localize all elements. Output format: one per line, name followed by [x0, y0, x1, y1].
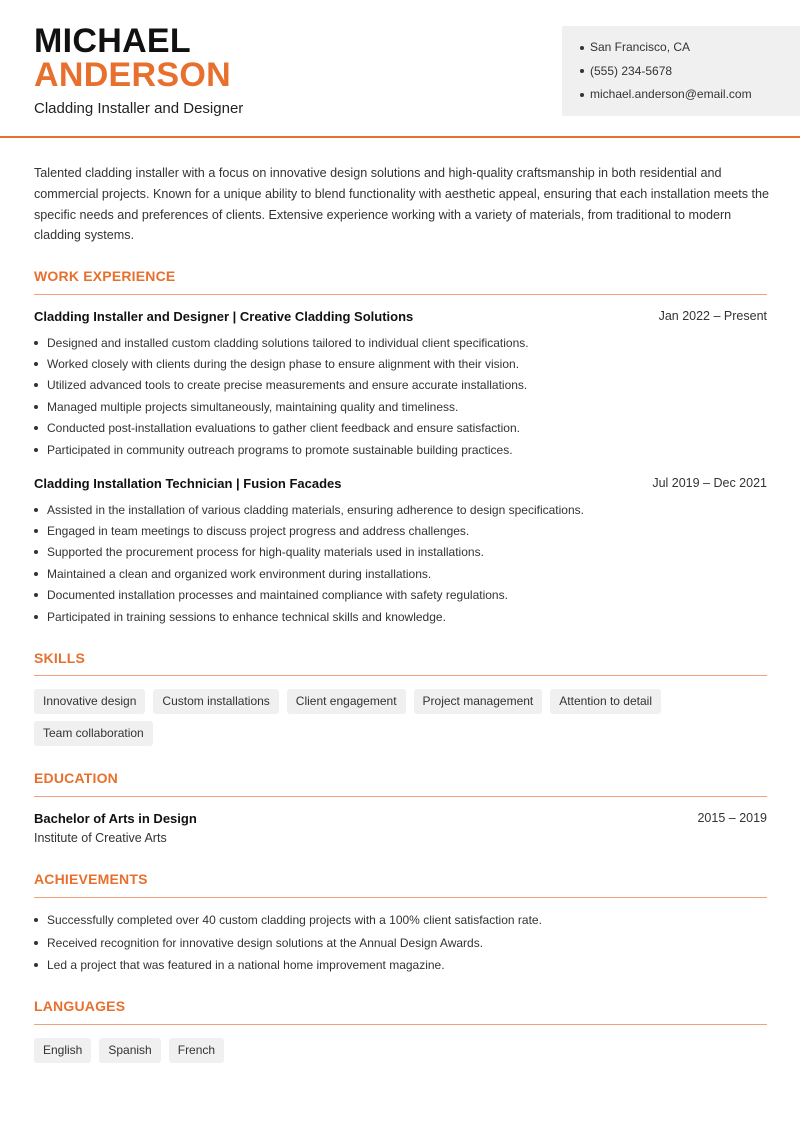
- bullet-icon: [34, 362, 38, 366]
- contact-phone: [580, 60, 800, 84]
- achievements-heading: ACHIEVEMENTS: [34, 871, 148, 887]
- first-name: MICHAEL: [34, 22, 191, 60]
- list-item: [34, 439, 774, 460]
- skills-heading: SKILLS: [34, 650, 85, 666]
- bullet-icon: [34, 918, 38, 922]
- contact-box: [562, 26, 800, 116]
- edu-school: Institute of Creative Arts: [34, 831, 167, 845]
- list-item: [34, 520, 774, 541]
- education-heading: EDUCATION: [34, 770, 118, 786]
- job-header: [34, 476, 767, 491]
- job-dates: Jan 2022 – Present: [658, 309, 767, 323]
- language-chip: French: [169, 1038, 224, 1063]
- achievements-list: [34, 909, 774, 977]
- bullet-icon: [34, 529, 38, 533]
- bullet-icon: [34, 508, 38, 512]
- bullet-text: Designed and installed custom cladding solutions tailored to individual client specifications.: [47, 335, 529, 350]
- section-divider: [34, 1024, 767, 1025]
- language-chip: Spanish: [99, 1038, 160, 1063]
- job-bullets: [34, 499, 774, 627]
- email-text: michael.anderson@email.com: [590, 87, 752, 102]
- phone-text: (555) 234-5678: [590, 63, 673, 78]
- bullet-text: Maintained a clean and organized work environment during installations.: [47, 566, 432, 581]
- bullet-text: Managed multiple projects simultaneously, maintaining quality and timeliness.: [47, 399, 459, 414]
- skill-chip: Attention to detail: [550, 689, 661, 714]
- bullet-text: Conducted post-installation evaluations to gather client feedback and ensure satisfaction.: [47, 421, 520, 436]
- bullet-icon: [34, 593, 38, 597]
- language-chip: English: [34, 1038, 91, 1063]
- bullet-text: Received recognition for innovative design solutions at the Annual Design Awards.: [47, 935, 484, 950]
- bullet-text: Successfully completed over 40 custom cladding projects with a 100% client satisfaction rate.: [47, 913, 542, 928]
- bullet-text: Supported the procurement process for high-quality materials used in installations.: [47, 545, 484, 560]
- work-experience-heading: WORK EXPERIENCE: [34, 268, 176, 284]
- list-item: [34, 606, 774, 627]
- contact-email: [580, 83, 800, 107]
- languages-heading: LANGUAGES: [34, 998, 126, 1014]
- bullet-icon: [580, 93, 584, 97]
- job-role: Cladding Installer and Designer | Creative Cladding Solutions: [34, 309, 414, 324]
- bullet-icon: [34, 341, 38, 345]
- bullet-text: Assisted in the installation of various cladding materials, ensuring adherence to design specifications.: [47, 502, 584, 517]
- job-header: [34, 309, 767, 324]
- job-dates: Jul 2019 – Dec 2021: [652, 476, 767, 490]
- skill-chip: Innovative design: [34, 689, 145, 714]
- bullet-text: Participated in community outreach programs to promote sustainable building practices.: [47, 442, 513, 457]
- bullet-text: Led a project that was featured in a national home improvement magazine.: [47, 958, 445, 973]
- edu-degree: Bachelor of Arts in Design: [34, 811, 197, 826]
- list-item: [34, 542, 774, 563]
- list-item: [34, 932, 774, 955]
- job-title: Cladding Installer and Designer: [34, 100, 244, 117]
- bullet-icon: [34, 615, 38, 619]
- list-item: [34, 909, 774, 932]
- section-divider: [34, 796, 767, 797]
- skill-chip: Custom installations: [153, 689, 278, 714]
- last-name: ANDERSON: [34, 56, 231, 94]
- bullet-icon: [580, 46, 584, 50]
- bullet-text: Engaged in team meetings to discuss project progress and address challenges.: [47, 524, 470, 539]
- bullet-icon: [34, 550, 38, 554]
- bullet-icon: [34, 448, 38, 452]
- bullet-icon: [34, 405, 38, 409]
- bullet-icon: [34, 963, 38, 967]
- languages-list: [34, 1038, 774, 1070]
- bullet-text: Participated in training sessions to enhance technical skills and knowledge.: [47, 609, 446, 624]
- bullet-icon: [34, 941, 38, 945]
- location-text: San Francisco, CA: [590, 40, 691, 55]
- skill-chip: Team collaboration: [34, 721, 153, 746]
- resume-header: [0, 0, 800, 138]
- skills-list: [34, 689, 774, 753]
- job-bullets: [34, 332, 774, 460]
- list-item: [34, 585, 774, 606]
- contact-location: [580, 36, 800, 60]
- list-item: [34, 375, 774, 396]
- summary: Talented cladding installer with a focus on innovative design solutions and high-quality craftsmanship in both residential and commercial projects. Known for a unique ability to blend functionality with aesthetic appeal, ensuring that each installation meets the specific needs and preferences of clients. Extensive experience working with a variety of materials, from traditional to modern cladding systems.: [34, 166, 770, 243]
- bullet-icon: [34, 383, 38, 387]
- section-divider: [34, 294, 767, 295]
- list-item: [34, 563, 774, 584]
- bullet-text: Worked closely with clients during the design phase to ensure alignment with their vision.: [47, 357, 520, 372]
- bullet-icon: [34, 426, 38, 430]
- bullet-text: Utilized advanced tools to create precise measurements and ensure accurate installations.: [47, 378, 528, 393]
- list-item: [34, 499, 774, 520]
- bullet-icon: [34, 572, 38, 576]
- bullet-icon: [580, 69, 584, 73]
- skill-chip: Project management: [414, 689, 543, 714]
- list-item: [34, 332, 774, 353]
- bullet-text: Documented installation processes and maintained compliance with safety regulations.: [47, 588, 508, 603]
- list-item: [34, 353, 774, 374]
- section-divider: [34, 675, 767, 676]
- list-item: [34, 396, 774, 417]
- list-item: [34, 954, 774, 977]
- list-item: [34, 418, 774, 439]
- section-divider: [34, 897, 767, 898]
- skill-chip: Client engagement: [287, 689, 406, 714]
- job-role: Cladding Installation Technician | Fusion Facades: [34, 476, 342, 491]
- edu-years: 2015 – 2019: [697, 811, 767, 825]
